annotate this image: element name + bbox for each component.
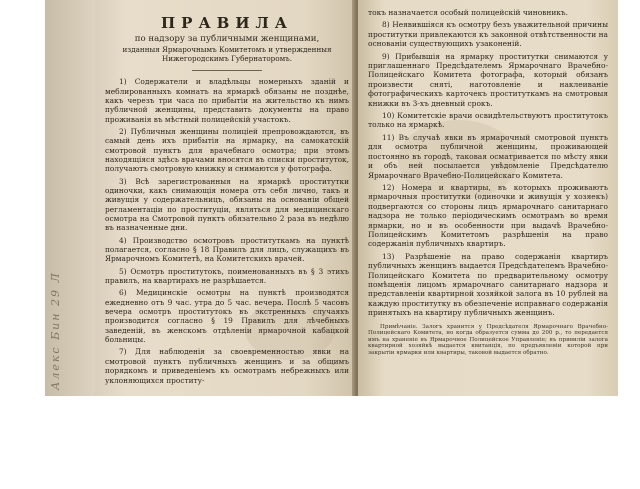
rule-paragraph-8: 8) Неявившіяся къ осмотру безъ уважительной причины проститутки привлекаются къ законной отвѣтственности на основаніи существующихъ узаконеній. — [368, 20, 608, 49]
rule-paragraph-12: 12) Номера и квартиры, въ которыхъ проживаютъ ярмарочныя проститутки (одиночки и живущія у хозяекъ) подвергаются со стороны лицъ ярмарочнаго санитарнаго надзора не только періодическимъ осмотрамъ во время ярмарки, но и въ особенности при выдачѣ Врачебно-Полицейскимъ Комитетомъ разрѣшенія на право содержанія публичныхъ квартиръ. — [368, 182, 608, 249]
rule-paragraph-2: 2) Публичныя женщины полиціей препровождаются, въ самый день ихъ прибытія на ярмарку, на самокатскій смотровой пунктъ для врачебнаго осмотра; при этомъ находящіяся здѣсь врачами вносятся въ списки проституток, получаютъ смотровую книжку и снимаются у фотографа. — [105, 126, 349, 174]
right-page — [358, 0, 618, 396]
rule-paragraph-5: 5) Осмотръ проститутокъ, поименованныхъ въ § 3 этихъ правилъ, на квартирахъ не разрѣшается. — [105, 266, 349, 286]
rule-paragraph-13: 13) Разрѣшеніе на право содержанія квартиръ публичныхъ женщинъ выдается Предсѣдателемъ Врачебно-Полицейскаго Комитета по предварительному осмотру помѣщенія лицомъ ярмарочнаго санитарнаго надзора и представленіи квартирной хозяйкой залога въ 10 рублей на каждую проститутку въ обезпеченіе исправнаго содержанія принятыхъ на квартиру публичныхъ женщинъ. — [368, 251, 608, 318]
title-divider — [192, 70, 262, 71]
rule-paragraph-4: 4) Производство осмотровъ проституткамъ на пунктѣ полагается, согласно § 18 Правилъ для лицъ, служащихъ въ Ярмарочномъ Комитетѣ, на Комитетскихъ врачей. — [105, 235, 349, 264]
rule-paragraph-7: 7) Для наблюденія за своевременностью явки на смотровой пунктъ публичныхъ женщинъ и за общимъ порядкомъ и приведеніемъ къ осмотрамъ небрежныхъ или уклоняющихся проститу- — [105, 347, 349, 385]
rules-subtitle: по надзору за публичными женщинами, — [134, 34, 320, 44]
rule-paragraph-9: 9) Прибывшія на ярмарку проститутки снимаются у приглашеннаго Предсѣдателемъ Ярмарочнаго Врачебно-Полицейскаго Комитета фотографа, который обязанъ произвести сняті, наготовленіе и наклеиваніе фотографическихъ карточекъ проституткамъ на смотровыя книжки въ 3-хъ дневный срокъ. — [368, 51, 608, 108]
rule-note: Примѣчаніе. Залогъ хранится у Предсѣдателя Ярмарочнаго Врачебно-Полицейскаго Комитета, но когда образуется сумма до 200 р., то передается имъ на храненіе въ Ярмарочное Полицейское Управленіе; въ привиліи залога квартирной хозяйкѣ выдается квитанція, по предъявленіи которой при закрытіи ярмарки или квартиры, таковой выдается обратно. — [368, 323, 608, 356]
rule-paragraph-11: 11) Въ случаѣ явки въ ярмарочный смотровой пунктъ для осмотра публичной женщины, проживающей постоянно въ городѣ, таковая осматривается по мѣсту явки и объ ней посылается увѣдомленіе Предсѣдателю Ярмарочнаго Врачебно-Полицейскаго Комитета. — [368, 132, 608, 180]
rule-paragraph-3: 3) Всѣ зарегистрованныя на ярмаркѣ проститутки одиночки, какъ снимающія номера отъ себя лично, такъ и живущія у содержательницъ, обязаны на основаніи общей регламентаціи по проституціи, являться для медицинскаго осмотра на Смотровой пунктъ обязательно 2 раза въ недѣлю въ назначенные дни. — [105, 176, 349, 233]
rules-title: ПРАВИЛА — [161, 14, 293, 32]
margin-handwriting: Алекс Бин 29 Л — [49, 271, 62, 390]
right-page-content — [368, 8, 608, 357]
rule-paragraph-10: 10) Комитетскіе врачи освидѣтельствуютъ проститутокъ только на ярмаркѣ. — [368, 111, 608, 130]
rules-issuer: изданныя Ярмарочнымъ Комитетомъ и утвержденныя Нижегородскимъ Губернаторомъ. — [122, 45, 332, 63]
rule-paragraph-6: 6) Медицинскіе осмотры на пунктѣ производятся ежедневно отъ 9 час. утра до 5 час. вечера. Послѣ 5 часовъ вечера осмотръ проститутокъ въ экстренныхъ случаяхъ производится согласно § 19 Правилъ для лѣчебныхъ заведеній, въ женскомъ отдѣленіи ярмарочной кабацкой больницы. — [105, 288, 349, 345]
left-page — [95, 0, 357, 396]
booklet-spread — [45, 0, 608, 396]
rule-paragraph-1: 1) Содержатели и владѣльцы номерныхъ зданій и меблированныхъ комнатъ на ярмаркѣ обязаны не позднѣе, какъ черезъ три часа по прибытіи на жительство къ нимъ публичной женщины, представить документы на право проживанія въ мѣстный полицейскій участокъ. — [105, 77, 349, 124]
left-margin-strip — [45, 0, 95, 396]
left-page-content — [105, 10, 349, 388]
rule-paragraph-7-cont: токъ назначается особый полицейскій чиновникъ. — [368, 8, 569, 17]
